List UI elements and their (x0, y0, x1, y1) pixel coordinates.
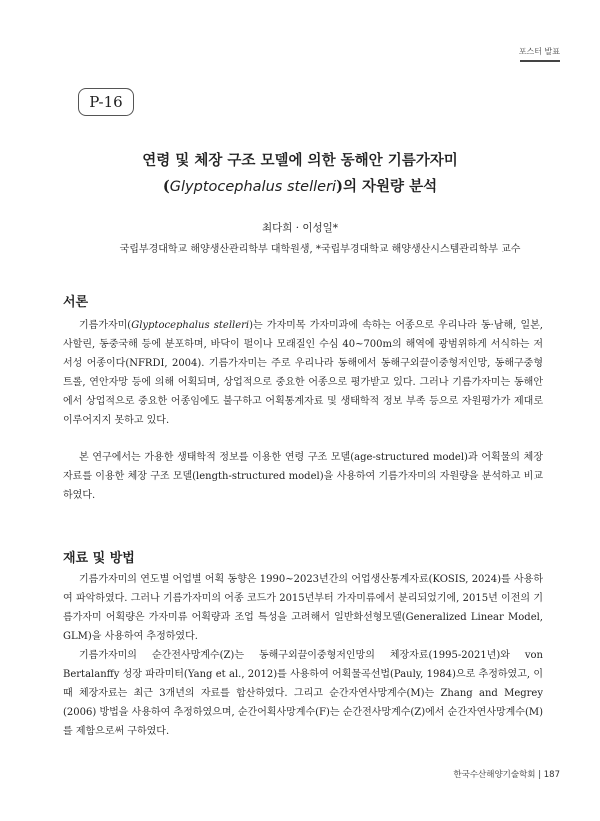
intro-p1-b: )는 가자미목 가자미과에 속하는 어종으로 우리나라 동·남해, 일본, 사할린, 동중국해 등에 분포하며, 바닥이 펄이나 모래질인 수심 40~700m의 해역에 광범위하게 서식하는 저서성 어종이다(NFRDI, 2004). 기름가자미는 주로 우리나라 동해에서 동해구외끌이중형저인망, 동해구중형트롤, 연안자망 등에 의해 어획되며, 상업적으로 중요한 어종으로 평가받고 있다. 그러나 기름가자미는 동해안에서 상업적으로 중요한 어종임에도 불구하고 어획통계자료 및 생태학적 정보 부족 등으로 자원평가가 제대로 이루어지지 못하고 있다. (63, 320, 543, 426)
paper-title (0, 148, 600, 200)
methods-heading: 재료 및 방법 (63, 551, 135, 566)
intro-p1-species: Glyptocephalus stelleri (131, 320, 250, 331)
affiliation: 국립부경대학교 해양생산관리학부 대학원생, *국립부경대학교 해양생산시스템관리학부 교수 (119, 244, 521, 255)
intro-paragraph-2: 본 연구에서는 가용한 생태학적 정보를 이용한 연령 구조 모델(age-structured model)과 어획물의 체장자료를 이용한 체장 구조 모델(length-structured model)을 사용하여 기름가자미의 자원량을 분석하고 비교하였다. (63, 452, 543, 501)
methods-paragraph-1: 기름가자미의 연도별 어업별 어획 동향은 1990~2023년간의 어업생산통계자료(KOSIS, 2024)를 사용하여 파악하였다. 그러나 기름가자미의 어종 코드가 2015년부터 가자미류에서 분리되었기에, 2015년 이전의 기름가자미 어획량은 가자미류 어획량과 조업 특성을 고려해서 일반화선형모델(Generalized Linear Model, GLM)을 사용하여 추정하였다. (63, 574, 543, 642)
page-footer: 한국수산해양기술학회 | 187 (453, 770, 560, 780)
title-line2 (0, 174, 600, 200)
methods-paragraph-2: 기름가자미의 순간전사망계수(Z)는 동해구외끌이중형저인망의 체장자료(1995-2021년)와 von Bertalanffy 성장 파라미터(Yang et al., 2012)를 사용하여 어획물곡선법(Pauly, 1984)으로 추정하였고, 이때 체장자료는 최근 3개년의 자료를 합산하였다. 그리고 순간자연사망계수(M)는 Zhang and Megrey (2006) 방법을 사용하여 추정하였으며, 순간어획사망계수(F)는 순간전사망계수(Z)에서 순간자연사망계수(M)를 제함으로써 구하였다. (63, 650, 543, 737)
authors: 최다희 · 이성일* (261, 222, 339, 234)
intro-paragraph-1 (63, 316, 543, 430)
title-line2-rest: )의 자원량 분석 (336, 178, 438, 195)
intro-p1-a: 기름가자미( (79, 320, 132, 331)
title-line1: 연령 및 체장 구조 모델에 의한 동해안 기름가자미 (142, 152, 458, 169)
section-tag: 포스터 발표 (518, 47, 560, 56)
section-rule (520, 60, 560, 62)
species-name: Glyptocephalus stelleri (169, 179, 337, 195)
intro-heading: 서론 (63, 295, 89, 310)
poster-id-box: P-16 (78, 88, 134, 116)
title-open-paren: ( (162, 178, 170, 195)
